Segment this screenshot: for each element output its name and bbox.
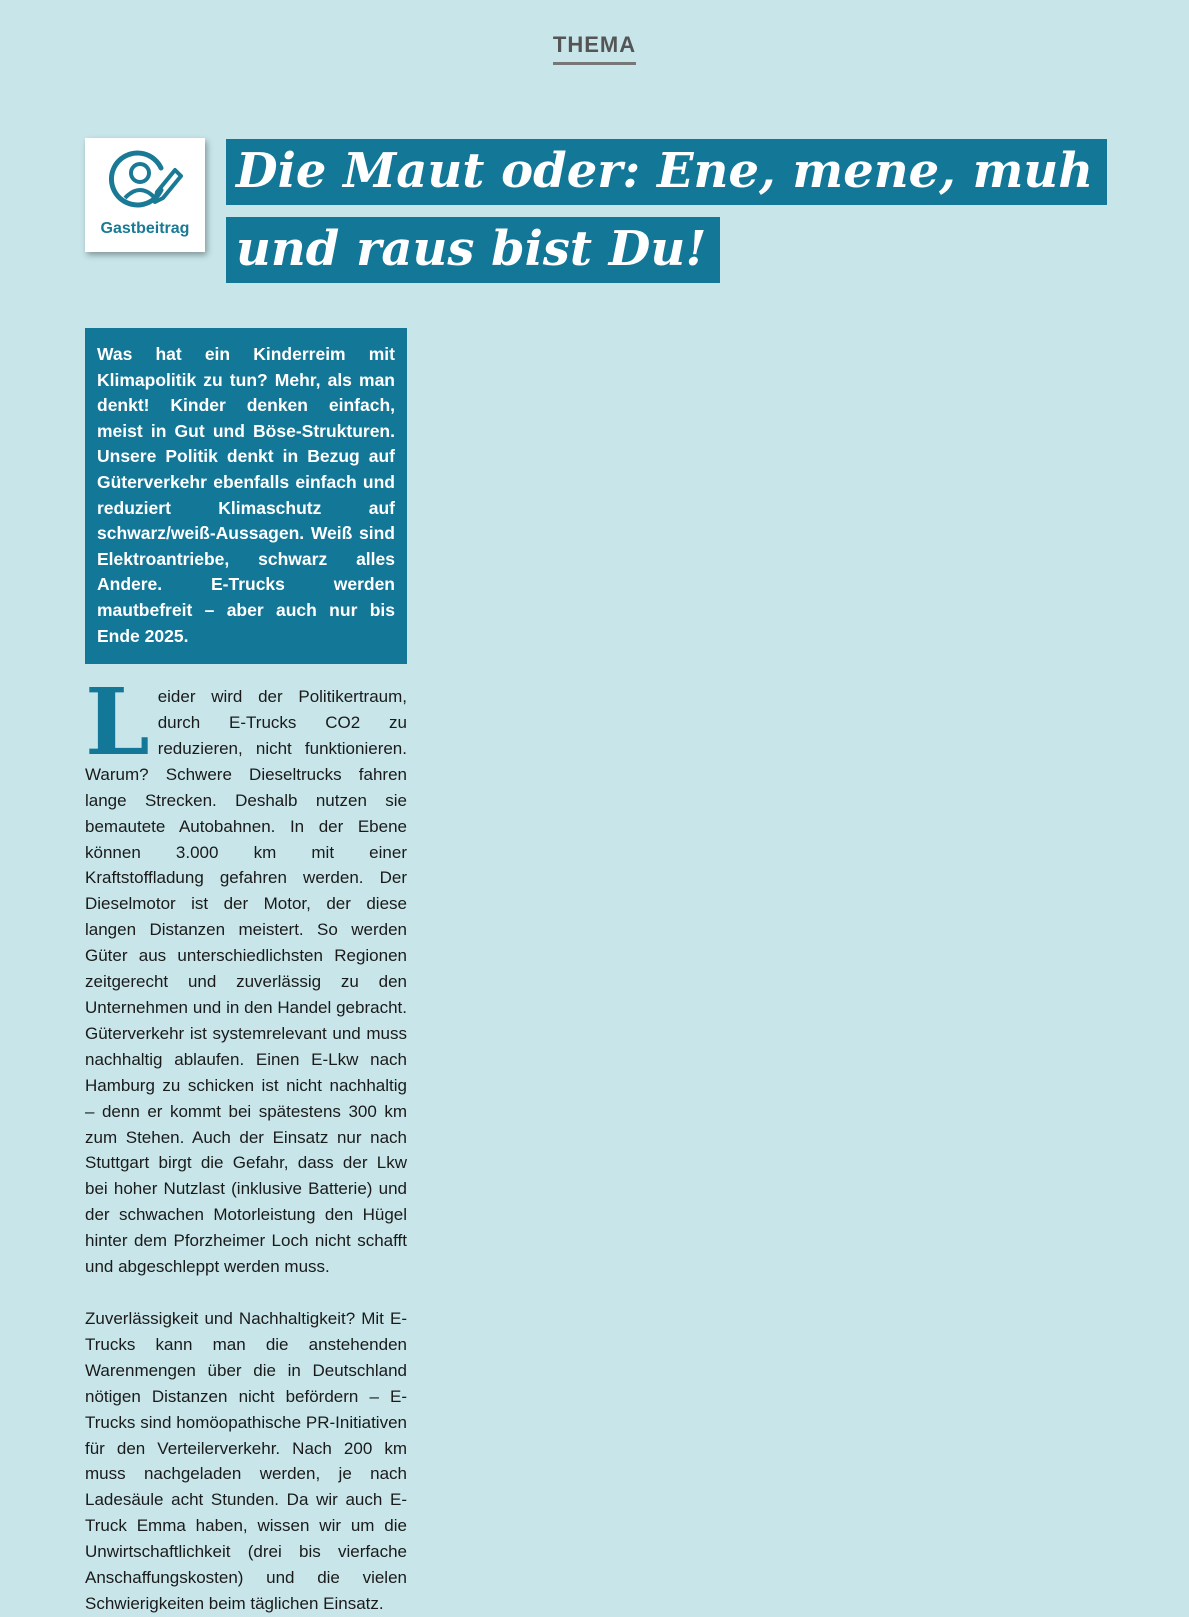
badge-label: Gastbeitrag	[100, 220, 190, 237]
lead-box: Was hat ein Kinderreim mit Klimapolitik zu tun? Mehr, als man denkt! Kinder denken einfach, meist in Gut und Böse-Strukturen. Unsere Politik denkt in Bezug auf Güterverkehr ebenfalls einfach und reduziert Klimaschutz auf schwarz/weiß-Aussagen. Weiß sind Elektroantriebe, schwarz alles Andere. E-Trucks werden mautbefreit – aber auch nur bis Ende 2025.	[85, 328, 407, 664]
column-1	[85, 328, 407, 1617]
headline-line-2: und raus bist Du!	[226, 217, 720, 283]
drop-cap: L	[85, 668, 150, 777]
paragraph-1	[85, 668, 407, 1280]
guest-author-icon	[103, 146, 187, 216]
section-title: THEMA	[553, 32, 636, 65]
paragraph-1-text: eider wird der Politikertraum, durch E-Trucks CO2 zu reduzieren, nicht funktionieren. Warum? Schwere Dieseltrucks fahren lange Strecken. Deshalb nutzen sie bemautete Autobahnen. In der Ebene können 3.000 km mit einer Kraftstoffladung gefahren werden. Der Dieselmotor ist der Motor, der diese langen Distanzen meistert. So werden Güter aus unterschiedlichsten Regionen zeitgerecht und zuverlässig zu den Unternehmen und in den Handel gebracht. Güterverkehr ist systemrelevant und muss nachhaltig ablaufen. Einen E-Lkw nach Hamburg zu schicken ist nicht nachhaltig – denn er kommt bei spätestens 300 km zum Stehen. Auch der Einsatz nur nach Stuttgart birgt die Gefahr, dass der Lkw bei hoher Nutzlast (inklusive Batterie) und der schwachen Motorleistung den Hügel hinter dem Pforzheimer Loch nicht schafft und abgeschleppt werden muss.	[85, 687, 407, 1277]
headline	[226, 139, 1107, 283]
paragraph-2: Zuverlässigkeit und Nachhaltigkeit? Mit E-Trucks kann man die anstehenden Warenmengen über die in Deutschland nötigen Distanzen nicht befördern – E-Trucks sind homöopathische PR-Initiativen für den Verteilerverkehr. Nach 200 km muss nachgeladen werden, je nach Ladesäule acht Stunden. Da wir auch E-Truck Emma haben, wissen wir um die Unwirtschaftlichkeit (drei bis vierfache Anschaffungskosten) und die vielen Schwierigkeiten beim täglichen Einsatz.	[85, 1308, 407, 1613]
guest-badge	[85, 138, 205, 252]
headline-line-1: Die Maut oder: Ene, mene, muh	[226, 139, 1107, 205]
section-label	[0, 32, 1189, 65]
